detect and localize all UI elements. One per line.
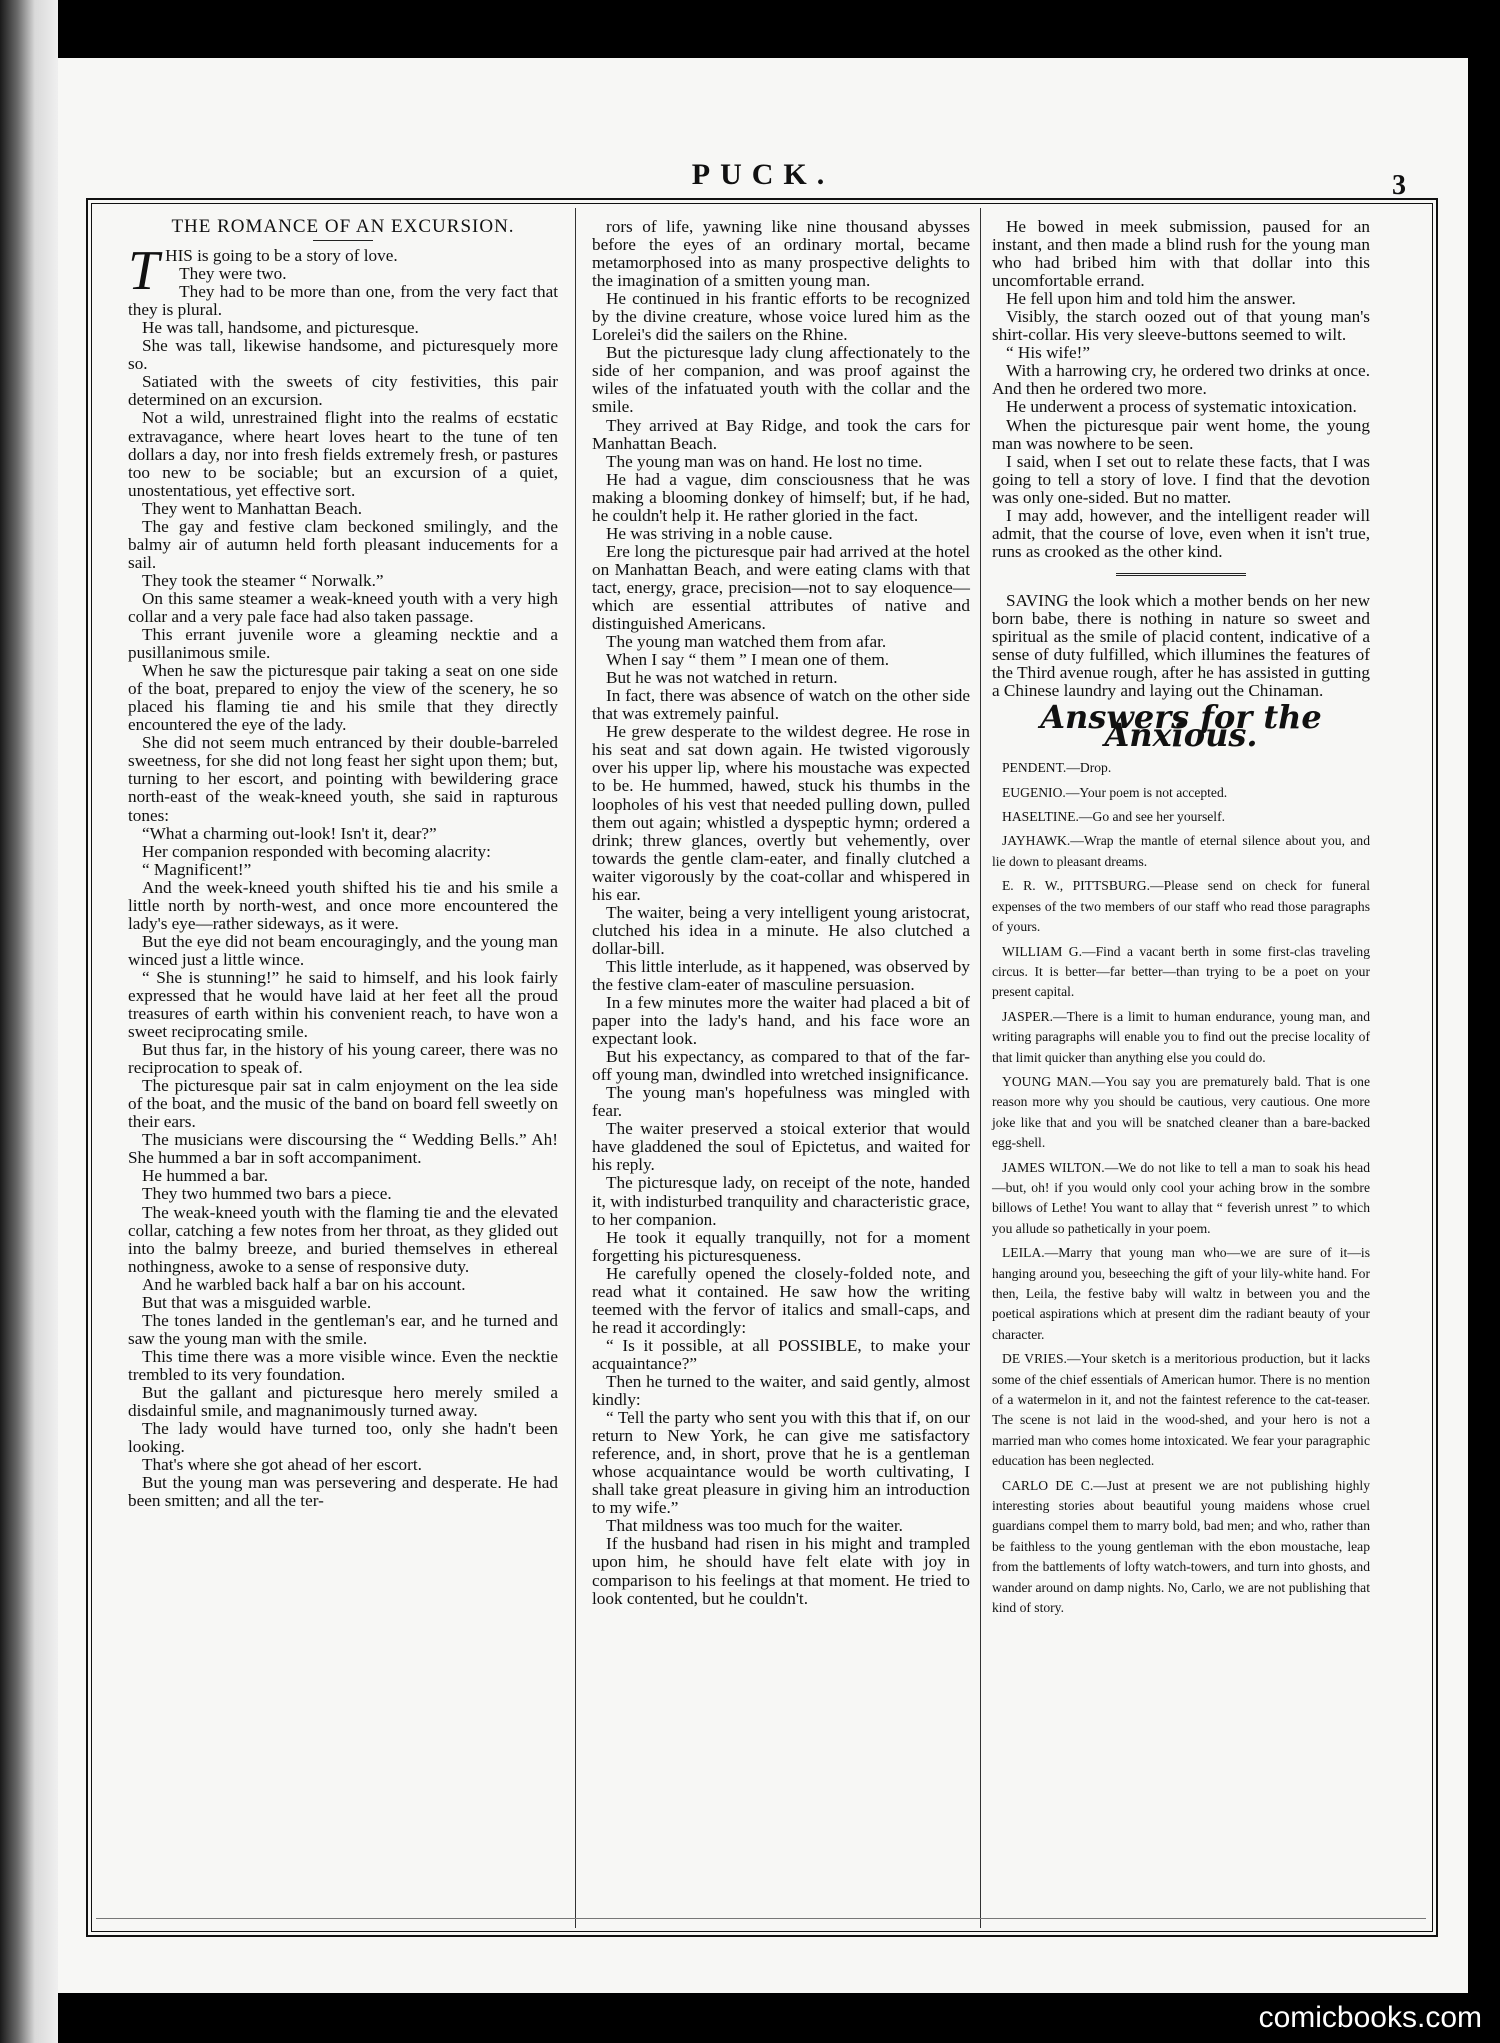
- answer-recipient: DE VRIES.: [1002, 1351, 1067, 1367]
- paragraph: With a harrowing cry, he ordered two drinks at once. And then he ordered two more.: [992, 361, 1370, 399]
- paragraph: They two hummed two bars a piece.: [142, 1184, 392, 1204]
- paragraph: He bowed in meek submission, paused for an instant, and then made a blind rush for the young man who had bribed him with that dollar into this uncomfortable errand.: [992, 217, 1370, 291]
- story-body-continued: [592, 218, 970, 1608]
- paragraph: The picturesque pair sat in calm enjoyment on the lea side of the boat, and the music of the band on board fell sweetly on their ears.: [128, 1076, 558, 1132]
- paragraph: He fell upon him and told him the answer.: [1006, 289, 1296, 309]
- paragraph: I said, when I set out to relate these facts, that I was going to tell a story of love. I find that the devotion was only one-sided. But no matter.: [992, 451, 1370, 507]
- paragraph: And the week-kneed youth shifted his tie and his smile a little north by north-west, and once more encountered the lady's eye—rather sideways, as it were.: [128, 877, 558, 933]
- answer-recipient: JASPER.: [1002, 1008, 1053, 1024]
- answer-item: [992, 831, 1370, 872]
- paragraph: But the young man was persevering and desperate. He had been smitten; and all the ter-: [128, 1473, 558, 1511]
- drop-cap: T: [128, 240, 160, 303]
- answer-recipient: PENDENT.: [1002, 760, 1067, 776]
- answers-list: [992, 758, 1370, 1618]
- paragraph: He carefully opened the closely-folded note, and read what it contained. He saw how the writing teemed with the fervor of italics and small-caps, and he read it accordingly:: [592, 1263, 970, 1337]
- answer-item: [992, 807, 1370, 827]
- paragraph: Then he turned to the waiter, and said gently, almost kindly:: [592, 1372, 970, 1410]
- answer-text: —You say you are prematurely bald. That is one reason more why you should be cautious, very cautious. One more joke like that and you will be snatched cleaner than a bare-backed egg-shell.: [992, 1073, 1370, 1151]
- answer-item: [992, 1349, 1370, 1471]
- paragraph: He took it equally tranquilly, not for a moment forgetting his picturesqueness.: [592, 1227, 970, 1265]
- paragraph: The weak-kneed youth with the flaming tie and the elevated collar, catching a few notes from her throat, as they glided out into the balmy breeze, and buried themselves in ethereal nothingness, awoke to a sense of responsive duty.: [128, 1202, 558, 1276]
- paragraph: When the picturesque pair went home, the young man was nowhere to be seen.: [992, 415, 1370, 453]
- paragraph: But the eye did not beam encouragingly, and the young man winced just a little wince.: [128, 931, 558, 969]
- paragraph: “ His wife!”: [1006, 343, 1090, 363]
- paragraph: But the picturesque lady clung affectionately to the side of her companion, and was proof against the wiles of the infatuated youth with the collar and the smile.: [592, 343, 970, 417]
- page-number: 3: [1392, 170, 1406, 201]
- answer-item: [992, 1243, 1370, 1345]
- paragraph: She was tall, likewise handsome, and picturesquely more so.: [128, 336, 558, 374]
- paragraph: The young man was on hand. He lost no time.: [606, 451, 923, 471]
- paragraph: They had to be more than one, from the very fact that they is plural.: [128, 282, 558, 320]
- story-body: [128, 265, 558, 1510]
- answer-item: [992, 758, 1370, 778]
- paragraph: If the husband had risen in his might and trampled upon him, he should have felt elate with joy in comparison to his feelings at that moment. He tried to look contented, but he couldn't.: [592, 1534, 970, 1608]
- answer-text: —Find a vacant berth in some first-clas traveling circus. It is better—far better—than trying to be a poet on your present capital.: [992, 943, 1371, 1000]
- bottom-rule: [96, 1918, 1426, 1919]
- answer-text: —We do not like to tell a man to soak his head—but, oh! if you would only cool your aching brow in the sombre billows of Lethe! You want to allay that “ feverish unrest ” to which you allude so pathetically in your poem.: [992, 1159, 1370, 1236]
- column-three: [992, 218, 1370, 1623]
- column-divider: [980, 208, 981, 1928]
- answer-text: —Your poem is not accepted.: [1065, 784, 1228, 800]
- answer-item: [992, 1072, 1370, 1154]
- answer-item: [992, 1476, 1370, 1619]
- answer-item: [992, 942, 1370, 1003]
- paragraph: And he warbled back half a bar on his account.: [142, 1274, 466, 1294]
- paragraph: Her companion responded with becoming alacrity:: [142, 841, 491, 861]
- answer-text: —Your sketch is a meritorious production, but it lacks some of the chief essentials of American humor. There is no mention of a watermelon in it, and not the faintest reference to the cat-teaser. The scene is not laid in the wood-shed, and your hero is not a married man who comes home intoxicated. We fear your paragraphic education has been neglected.: [992, 1351, 1370, 1469]
- paragraph: He continued in his frantic efforts to be recognized by the divine creature, whose voice lured him as the Lorelei's did the sailers on the Rhine.: [592, 289, 970, 345]
- answer-recipient: JAMES WILTON.: [1002, 1159, 1105, 1175]
- paragraph: But thus far, in the history of his young career, there was no reciprocation to speak of.: [128, 1040, 558, 1078]
- book-spine: [0, 0, 58, 2043]
- paragraph: The young man watched them from afar.: [606, 632, 887, 652]
- masthead-title: PUCK.: [691, 158, 835, 191]
- paragraph: The picturesque lady, on receipt of the note, handed it, with indisturbed tranquility and characteristic grace, to her companion.: [592, 1173, 970, 1229]
- paragraph: The tones landed in the gentleman's ear, and he turned and saw the young man with the smile.: [128, 1310, 558, 1348]
- paragraph: In fact, there was absence of watch on the other side that was extremely painful.: [592, 686, 970, 724]
- story-title: THE ROMANCE OF AN EXCURSION.: [128, 218, 558, 241]
- answer-recipient: E. R. W., PITTSBURG.: [1002, 878, 1150, 894]
- answer-text: —Wrap the mantle of eternal silence about you, and lie down to pleasant dreams.: [992, 833, 1370, 869]
- watermark: comicbooks.com: [1258, 2001, 1482, 2034]
- paragraph: That mildness was too much for the waiter.: [606, 1516, 903, 1536]
- answer-recipient: YOUNG MAN.: [1002, 1073, 1092, 1089]
- story-opening: THIS is going to be a story of love.: [128, 240, 398, 303]
- answer-recipient: WILLIAM G.: [1002, 943, 1083, 959]
- answer-item: [992, 876, 1370, 937]
- answer-item: [992, 1158, 1370, 1240]
- paragraph: On this same steamer a weak-kneed youth with a very high collar and a very pale face had also taken passage.: [128, 588, 558, 626]
- paragraph: They arrived at Bay Ridge, and took the cars for Manhattan Beach.: [592, 415, 970, 453]
- paragraph: But that was a misguided warble.: [142, 1292, 372, 1312]
- paragraph: The gay and festive clam beckoned smilingly, and the balmy air of autumn held forth pleasant inducements for a sail.: [128, 516, 558, 572]
- paragraph: She did not seem much entranced by their double-barreled sweetness, for she did not long feast her sight upon them; but, turning to her escort, and pointing with bewildering grace north-east of the weak-kneed youth, she said in rapturous tones:: [128, 733, 558, 825]
- paragraph: “ Magnificent!”: [142, 859, 252, 879]
- paragraph: But his expectancy, as compared to that of the far-off young man, dwindled into wretched insignificance.: [592, 1047, 970, 1085]
- answers-heading: Answers for the Anxious.: [1040, 698, 1322, 755]
- paragraph: They were two.: [179, 264, 287, 284]
- paragraph: That's where she got ahead of her escort.: [142, 1455, 422, 1475]
- column-one: [128, 218, 558, 1510]
- paragraph: He was striving in a noble cause.: [606, 523, 833, 543]
- paragraph: The waiter, being a very intelligent young aristocrat, clutched his idea in a minute. He also clutched a dollar-bill.: [592, 902, 970, 958]
- paragraph: Ere long the picturesque pair had arrived at the hotel on Manhattan Beach, and were eating clams with that tact, energy, grace, precision—not to say eloquence—which are essential attributes of native and distinguished Americans.: [592, 541, 970, 634]
- paragraph: He hummed a bar.: [142, 1166, 269, 1186]
- answer-item: [992, 1007, 1370, 1068]
- answer-recipient: EUGENIO.: [1002, 784, 1066, 800]
- answer-text: —Just at present we are not publishing highly interesting stories about beautiful young maidens whose cruel guardians compel them to marry bold, bad men; and who, rather than be faithless to the young gentleman with the ebon moustache, leap from the battlements of lofty watch-towers, and turn into ghosts, and wander around on damp nights. No, Carlo, we are not publishing that kind of story.: [992, 1477, 1370, 1616]
- section-divider: [1116, 573, 1246, 576]
- paragraph: This errant juvenile wore a gleaming necktie and a pusillanimous smile.: [128, 625, 558, 663]
- paragraph: He grew desperate to the wildest degree. He rose in his seat and sat down again. He twisted vigorously over his upper lip, where his moustache was expected to be. He hummed, hawed, stuck his thumbs in the loopholes of his vest that needed pulling down, pulled them out again; whistled a dyspeptic hymn; ordered a drink; threw glances, overtly but vehemently, over towards the gentle clam-eater, and finally clutched a waiter vigorously by the coat-collar and whispered in his ear.: [592, 722, 970, 904]
- answer-item: [992, 783, 1370, 803]
- paragraph: He had a vague, dim consciousness that he was making a blooming donkey of himself; but, if he had, he couldn't help it. He rather gloried in the fact.: [592, 469, 970, 525]
- paragraph: “What a charming out-look! Isn't it, dear?”: [142, 823, 437, 843]
- paragraph: Satiated with the sweets of city festivities, this pair determined on an excursion.: [128, 372, 558, 410]
- paragraph: The young man's hopefulness was mingled with fear.: [592, 1083, 970, 1121]
- answer-text: —There is a limit to human endurance, young man, and writing paragraphs will enable you to find out the precise locality of that limit quicker than anything else you could do.: [992, 1008, 1370, 1065]
- answer-recipient: CARLO DE C.: [1002, 1477, 1094, 1493]
- answer-text: —Please send on check for funeral expenses of the two members of our staff who read those paragraphs of yours.: [992, 878, 1370, 935]
- paragraph: “ Tell the party who sent you with this that if, on our return to New York, he can give me satisfactory reference, and, in short, prove that he is a gentleman whose acquaintance would be worth cultivating, I shall take great pleasure in giving him an introduction to my wife.”: [592, 1408, 970, 1518]
- paragraph: The musicians were discoursing the “ Wedding Bells.” Ah! She hummed a bar in soft accompaniment.: [128, 1130, 558, 1168]
- answer-recipient: HASELTINE.: [1002, 809, 1079, 825]
- paragraph: “ She is stunning!” he said to himself, and his look fairly expressed that he would have laid at her feet all the proud treasures of earth within his convenient reach, to have won a sweet reciprocating smile.: [128, 967, 558, 1042]
- column-divider: [575, 208, 576, 1928]
- magazine-page: [58, 58, 1468, 1993]
- paragraph: Not a wild, unrestrained flight into the realms of ecstatic extravagance, where heart loves heart to the tune of ten dollars a day, nor into fresh fields extremely fresh, or pastures too new to be sociable; but an excursion of a quiet, unostentatious, yet effective sort.: [128, 408, 558, 500]
- paragraph: This little interlude, as it happened, was observed by the festive clam-eater of masculine persuasion.: [592, 956, 970, 994]
- saving-paragraph: SAVING the look which a mother bends on her new born babe, there is nothing in nature so sweet and spiritual as the smile of placid content, indicative of a sense of duty fulfilled, which illumines the features of the Third avenue rough, after he has assisted in gutting a Chinese laundry and laying out the Chinaman.: [992, 590, 1370, 701]
- paragraph: The lady would have turned too, only she hadn't been looking.: [128, 1419, 558, 1457]
- paragraph: This time there was a more visible wince. Even the necktie trembled to its very foundation.: [128, 1346, 558, 1384]
- answer-recipient: LEILA.: [1002, 1245, 1045, 1261]
- answer-text: —Drop.: [1066, 760, 1112, 776]
- story-ending: [992, 218, 1370, 561]
- paragraph: The waiter preserved a stoical exterior that would have gladdened the soul of Epictetus, and waited for his reply.: [592, 1119, 970, 1175]
- paragraph: Visibly, the starch oozed out of that young man's shirt-collar. His very sleeve-buttons seemed to wilt.: [992, 307, 1370, 345]
- answer-text: —Go and see her yourself.: [1078, 809, 1225, 825]
- paragraph: rors of life, yawning like nine thousand abysses before the eyes of an ordinary mortal, became metamorphosed into as many prospective delights to the imagination of a smitten young man.: [592, 217, 970, 291]
- paragraph: They took the steamer “ Norwalk.”: [142, 570, 384, 590]
- paragraph: They went to Manhattan Beach.: [142, 498, 363, 518]
- answer-text: —Marry that young man who—we are sure of it—is hanging around you, beseeching the gift of your lily-white hand. For then, Leila, the festive baby will waltz in between you and the poetical aspirations which at present dim the radiant beauty of your character.: [992, 1245, 1370, 1342]
- paragraph: He underwent a process of systematic intoxication.: [1006, 397, 1357, 417]
- answer-recipient: JAYHAWK.: [1002, 833, 1071, 849]
- paragraph: But the gallant and picturesque hero merely smiled a disdainful smile, and magnanimously turned away.: [128, 1383, 558, 1421]
- paragraph: He was tall, handsome, and picturesque.: [142, 318, 419, 338]
- paragraph: But he was not watched in return.: [606, 668, 838, 688]
- column-two: [592, 218, 970, 1608]
- paragraph: When he saw the picturesque pair taking a seat on one side of the boat, prepared to enjoy the view of the scenery, he so placed his flaming tie and his smile that they directly encountered the eye of the lady.: [128, 661, 558, 735]
- paragraph: I may add, however, and the intelligent reader will admit, that the course of love, even when it isn't true, runs as crooked as the other kind.: [992, 505, 1370, 561]
- paragraph: In a few minutes more the waiter had placed a bit of paper into the lady's hand, and his face wore an expectant look.: [592, 993, 970, 1049]
- paragraph: When I say “ them ” I mean one of them.: [606, 650, 890, 670]
- paragraph: “ Is it possible, at all POSSIBLE, to make your acquaintance?”: [592, 1335, 970, 1373]
